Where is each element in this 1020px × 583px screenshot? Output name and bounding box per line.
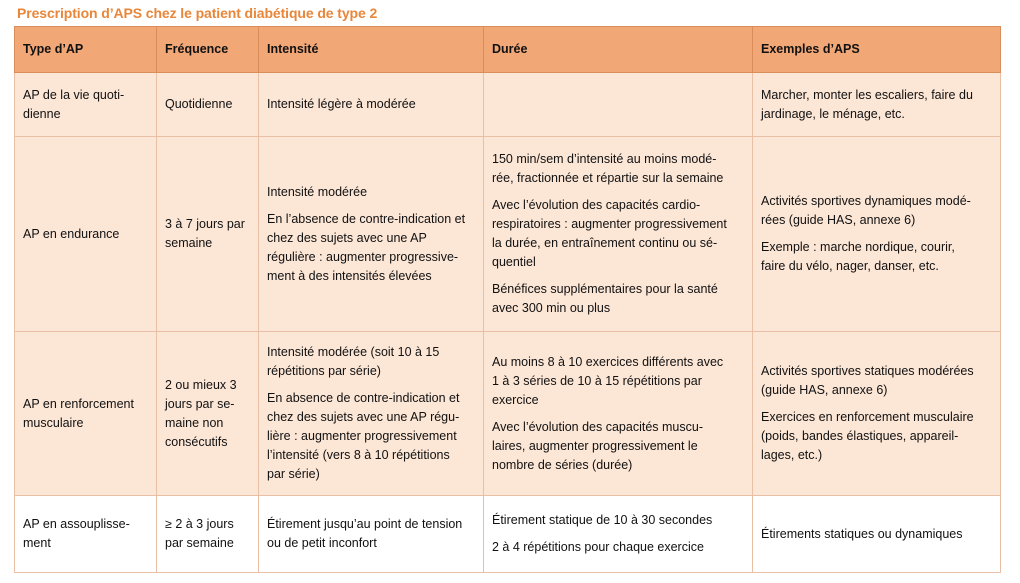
cell-line: Intensité modérée	[267, 184, 368, 199]
cell-line: par semaine	[165, 536, 234, 550]
cell-paragraph	[492, 511, 744, 530]
cell-line: chez des sujets avec une AP régu-	[267, 410, 460, 424]
cell-type	[15, 332, 157, 496]
cell-line: 1 à 3 séries de 10 à 15 répétitions par	[492, 373, 702, 388]
cell-line: consécutifs	[165, 434, 228, 449]
cell-duree	[484, 332, 753, 496]
cell-line: AP de la vie quoti-	[23, 87, 125, 102]
cell-line: Avec l’évolution des capacités cardio-	[492, 198, 701, 212]
cell-line: Activités sportives statiques modérées	[761, 364, 974, 378]
cell-paragraph	[267, 343, 475, 381]
table-row	[15, 137, 1001, 332]
cell-paragraph	[267, 389, 475, 484]
cell-paragraph	[492, 196, 744, 272]
cell-paragraph	[761, 362, 992, 400]
prescription-table	[14, 26, 1001, 573]
cell-paragraph	[492, 353, 744, 410]
cell-line: rées (guide HAS, annexe 6)	[761, 213, 916, 227]
cell-paragraph	[492, 538, 744, 557]
cell-paragraph	[492, 280, 744, 318]
cell-duree	[484, 73, 753, 137]
cell-line: 2 ou mieux 3	[165, 377, 237, 392]
cell-line: répétitions par série)	[267, 364, 381, 378]
cell-line: Quotidienne	[165, 97, 233, 111]
cell-line: respiratoires : augmenter progressivement	[492, 217, 727, 231]
header-exemples: Exemples d’APS	[753, 27, 1001, 73]
cell-line: ment à des intensités élevées	[267, 268, 432, 283]
cell-type	[15, 73, 157, 137]
cell-paragraph	[492, 150, 744, 188]
cell-paragraph	[267, 210, 475, 286]
cell-frequence	[157, 496, 259, 573]
header-type: Type d’AP	[15, 27, 157, 73]
header-frequence: Fréquence	[157, 27, 259, 73]
cell-line: (guide HAS, annexe 6)	[761, 383, 888, 397]
cell-line: lière : augmenter progressivement	[267, 429, 457, 443]
cell-line: 150 min/sem d’intensité au moins modé-	[492, 152, 717, 166]
cell-line: ment	[23, 536, 51, 550]
cell-line: 3 à 7 jours par	[165, 217, 245, 231]
cell-line: avec 300 min ou plus	[492, 301, 611, 315]
cell-line: ou de petit inconfort	[267, 536, 377, 550]
cell-line: exercice	[492, 392, 539, 407]
table-row	[15, 73, 1001, 137]
cell-line: Marcher, monter les escaliers, faire du	[761, 87, 973, 102]
cell-line: Intensité modérée (soit 10 à 15	[267, 345, 440, 359]
cell-line: Activités sportives dynamiques modé-	[761, 194, 971, 208]
cell-line: lages, etc.)	[761, 448, 823, 462]
cell-line: AP en renforcement	[23, 396, 134, 411]
cell-paragraph	[761, 86, 992, 124]
cell-line: nombre de séries (durée)	[492, 457, 633, 472]
cell-intensite	[259, 496, 484, 573]
cell-line: rée, fractionnée et répartie sur la semaine	[492, 171, 724, 185]
cell-line: par série)	[267, 467, 320, 481]
cell-line: Étirement statique de 10 à 30 secondes	[492, 513, 713, 527]
header-duree: Durée	[484, 27, 753, 73]
cell-frequence	[157, 137, 259, 332]
cell-line: Intensité légère à modérée	[267, 97, 416, 111]
cell-frequence	[157, 73, 259, 137]
cell-line: régulière : augmenter progressive-	[267, 249, 459, 264]
cell-line: faire du vélo, nager, danser, etc.	[761, 259, 939, 273]
cell-intensite	[259, 73, 484, 137]
cell-line: Au moins 8 à 10 exercices différents avec	[492, 354, 724, 369]
cell-line: Exemple : marche nordique, courir,	[761, 240, 955, 254]
cell-line: chez des sujets avec une AP	[267, 230, 427, 245]
table-caption: Prescription d’APS chez le patient diabétique de type 2	[17, 5, 378, 21]
cell-intensite	[259, 137, 484, 332]
cell-line: laires, augmenter progressivement le	[492, 438, 698, 453]
cell-line: la durée, en entraînement continu ou sé-	[492, 236, 718, 250]
cell-paragraph	[761, 192, 992, 230]
cell-line: En l’absence de contre-indication et	[267, 211, 466, 226]
cell-line: Exercices en renforcement musculaire	[761, 410, 974, 424]
cell-line: 2 à 4 répétitions pour chaque exercice	[492, 540, 704, 554]
cell-type	[15, 137, 157, 332]
header-row	[15, 27, 1001, 73]
cell-paragraph	[761, 238, 992, 276]
cell-line: semaine	[165, 236, 213, 250]
cell-line: musculaire	[23, 415, 84, 430]
cell-line: quentiel	[492, 255, 536, 269]
cell-line: En absence de contre-indication et	[267, 391, 460, 405]
cell-line: Bénéfices supplémentaires pour la santé	[492, 282, 718, 296]
cell-duree	[484, 496, 753, 573]
cell-paragraph	[761, 408, 992, 465]
table-row	[15, 332, 1001, 496]
cell-line: ≥ 2 à 3 jours	[165, 517, 234, 531]
cell-line: (poids, bandes élastiques, appareil-	[761, 429, 959, 443]
cell-line: maine non	[165, 415, 224, 430]
cell-intensite	[259, 332, 484, 496]
cell-line: dienne	[23, 106, 61, 121]
cell-line: AP en endurance	[23, 226, 120, 241]
cell-paragraph	[492, 418, 744, 475]
cell-paragraph	[267, 95, 475, 114]
table-row	[15, 496, 1001, 573]
cell-type	[15, 496, 157, 573]
header-intensite: Intensité	[259, 27, 484, 73]
cell-paragraph	[267, 515, 475, 553]
cell-paragraph	[761, 525, 992, 544]
cell-exemples	[753, 73, 1001, 137]
cell-line: Étirement jusqu’au point de tension	[267, 517, 463, 531]
cell-duree	[484, 137, 753, 332]
cell-line: Étirements statiques ou dynamiques	[761, 526, 963, 541]
cell-exemples	[753, 332, 1001, 496]
cell-exemples	[753, 137, 1001, 332]
cell-line: jardinage, le ménage, etc.	[761, 106, 905, 121]
cell-paragraph	[267, 183, 475, 202]
cell-line: Avec l’évolution des capacités muscu-	[492, 419, 703, 434]
cell-line: l’intensité (vers 8 à 10 répétitions	[267, 448, 450, 462]
cell-exemples	[753, 496, 1001, 573]
cell-line: jours par se-	[165, 396, 235, 411]
cell-frequence	[157, 332, 259, 496]
cell-line: AP en assouplisse-	[23, 517, 130, 531]
